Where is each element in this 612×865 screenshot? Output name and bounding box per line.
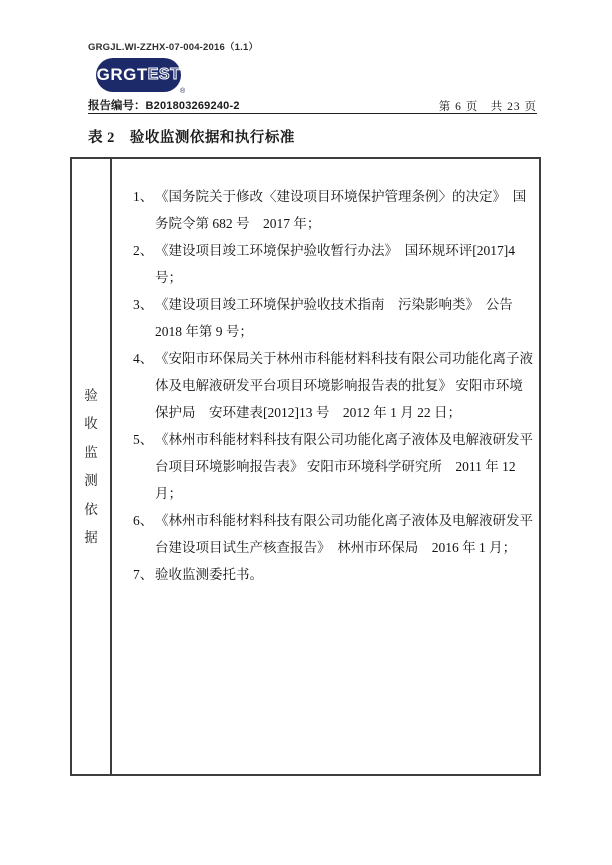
list-item-text: 《安阳市环保局关于林州市科能材料科技有限公司功能化离子液体及电解液研发平台项目环境影响报告表的批复》 安阳市环境保护局 安环建表[2012]13 号 2012 年 1 月 22 日；	[155, 351, 533, 420]
list-item	[133, 291, 534, 345]
list-item-text: 《林州市科能材料科技有限公司功能化离子液体及电解液研发平台项目环境影响报告表》 安阳市环境科学研究所 2011 年 12 月；	[155, 432, 533, 501]
row-header-char: 测	[84, 473, 98, 488]
page-indicator: 第 6 页 共 23 页	[438, 101, 537, 113]
list-item-text: 《建设项目竣工环境保护验收技术指南 污染影响类》 公告 2018 年第 9 号；	[155, 297, 513, 339]
registered-trademark-icon: ®	[180, 88, 186, 95]
list-item	[133, 237, 534, 291]
row-header-char: 依	[84, 501, 98, 517]
list-item-number: 5、	[133, 432, 154, 447]
list-item-text: 《林州市科能材料科技有限公司功能化离子液体及电解液研发平台建设项目试生产核查报告》 林州市环保局 2016 年 1 月；	[155, 513, 533, 555]
row-header-char: 监	[84, 444, 98, 460]
list-item-text: 《建设项目竣工环境保护验收暂行办法》 国环规环评[2017]4 号；	[155, 243, 515, 285]
row-header-char: 验	[84, 387, 98, 403]
row-header-char: 收	[84, 416, 98, 431]
list-item	[133, 183, 534, 237]
list-item-number: 3、	[133, 297, 154, 312]
list-item	[133, 561, 534, 588]
list-item-number: 4、	[133, 351, 154, 366]
list-item-text: 验收监测委托书。	[155, 567, 263, 582]
logo-text-light: EST	[147, 66, 181, 83]
grgtest-logo	[96, 58, 181, 92]
report-number-label: 报告编号：	[88, 100, 146, 112]
list-item-number: 6、	[133, 513, 154, 528]
document-code: GRGJL.WI-ZZHX-07-004-2016（1.1）	[88, 42, 259, 53]
report-number	[88, 97, 240, 113]
list-item-number: 7、	[133, 567, 154, 582]
logo-text-bold: GRGT	[96, 65, 148, 84]
list-item	[133, 426, 534, 507]
table-title: 表 2 验收监测依据和执行标准	[88, 130, 295, 146]
dependency-list	[112, 159, 539, 774]
row-header-char: 据	[84, 530, 98, 545]
report-number-value: B201803269240-2	[145, 100, 240, 112]
list-item-number: 1、	[133, 189, 154, 204]
list-item	[133, 345, 534, 426]
list-item-text: 《国务院关于修改〈建设项目环境保护管理条例〉的决定》 国务院令第 682 号 2017 年；	[155, 189, 527, 231]
list-item-number: 2、	[133, 243, 154, 258]
row-header-vertical-label	[72, 159, 112, 774]
list-item	[133, 507, 534, 561]
header-divider	[88, 113, 537, 114]
verification-basis-table	[70, 157, 541, 776]
